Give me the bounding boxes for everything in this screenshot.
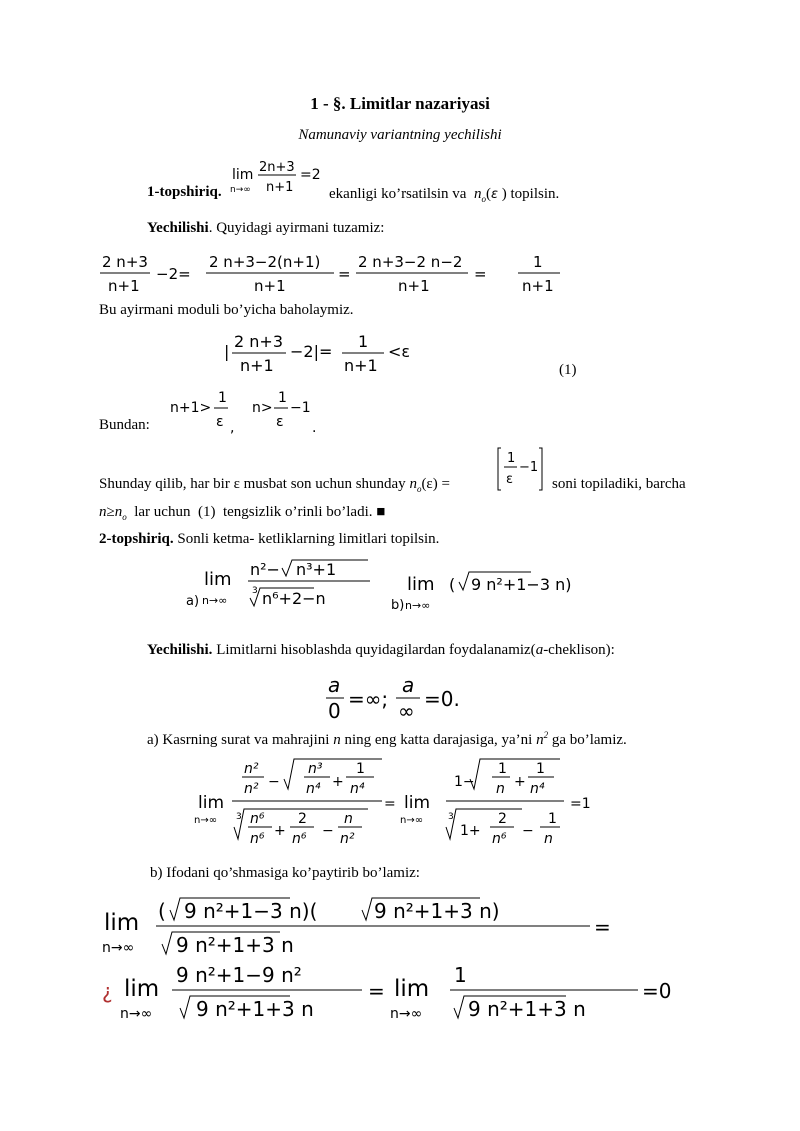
- svg-text:,: ,: [230, 420, 235, 436]
- svg-text:n+1: n+1: [240, 356, 274, 375]
- svg-text:−: −: [268, 774, 280, 790]
- svg-text:1: 1: [498, 761, 507, 777]
- svg-text:n→∞: n→∞: [102, 940, 135, 956]
- svg-text:lim: lim: [124, 976, 160, 1002]
- svg-text:a): a): [186, 594, 200, 609]
- svg-text:=: =: [594, 915, 611, 939]
- svg-text:lim: lim: [404, 793, 431, 813]
- svg-text:n→∞: n→∞: [400, 815, 424, 826]
- svg-text:n³+1: n³+1: [296, 560, 337, 579]
- solution-b-formula-2: [100, 962, 700, 1026]
- svg-text:−1: −1: [519, 460, 539, 475]
- solution1-inequality: [222, 328, 422, 378]
- no-formula: [497, 446, 549, 492]
- svg-text:n⁶: n⁶: [250, 831, 265, 847]
- svg-text:<ε: <ε: [388, 342, 411, 361]
- svg-text:n⁴: n⁴: [530, 781, 545, 797]
- solution-a-formula: [192, 755, 612, 855]
- shunday-line-c: $n\ge n_o$ lar uchun (1) tengsizlik o’rinli bo’ladi. ■: [99, 504, 386, 522]
- svg-text:n²: n²: [244, 761, 259, 777]
- svg-text:1: 1: [218, 390, 227, 406]
- svg-text:+: +: [332, 774, 344, 790]
- svg-text:1−: 1−: [454, 774, 475, 790]
- svg-text:n+1: n+1: [522, 277, 554, 295]
- shunday-line-a: Shunday qilib, har bir ε musbat son uchun shunday $n_o(\varepsilon)$ =: [99, 476, 450, 494]
- svg-text:n²: n²: [244, 781, 259, 797]
- svg-text:n⁶: n⁶: [250, 811, 265, 827]
- svg-text:ε: ε: [506, 472, 514, 487]
- svg-text:|: |: [224, 342, 230, 361]
- svg-text:n→∞: n→∞: [405, 599, 431, 612]
- svg-text:+: +: [514, 774, 526, 790]
- svg-text:ε: ε: [216, 414, 224, 430]
- svg-text:n+1: n+1: [398, 277, 430, 295]
- svg-text:(: (: [449, 575, 456, 594]
- svg-text:a: a: [402, 674, 415, 697]
- svg-text:2 n+3: 2 n+3: [234, 332, 283, 351]
- svg-text:−: −: [322, 823, 334, 839]
- task2-b-formula: [391, 568, 621, 614]
- svg-text:a: a: [328, 674, 341, 697]
- svg-text:=0.: =0.: [424, 687, 460, 711]
- svg-text:n²: n²: [340, 831, 355, 847]
- svg-text:n: n: [344, 811, 353, 827]
- svg-text:=: =: [368, 979, 385, 1003]
- shunday-line-b: soni topiladiki, barcha: [552, 476, 686, 492]
- svg-text:1: 1: [533, 253, 543, 271]
- svg-text:n→∞: n→∞: [230, 185, 251, 195]
- bundan-label: Bundan:: [99, 417, 150, 433]
- solution2-line-b: b) Ifodani qo’shmasiga ko’paytirib bo’lamiz:: [150, 865, 420, 881]
- svg-text:b): b): [391, 598, 405, 613]
- svg-text:n²−: n²−: [250, 560, 280, 579]
- svg-text:n: n: [496, 781, 505, 797]
- svg-text:1: 1: [536, 761, 545, 777]
- solution1-intro: Yechilishi. Quyidagi ayirmani tuzamiz:: [147, 220, 385, 236]
- solution2-line-a: a) Kasrning surat va mahrajini n ning eng katta darajasiga, ya’ni $n^2$ ga bo’lamiz.: [147, 730, 627, 748]
- svg-text:n→∞: n→∞: [390, 1006, 423, 1022]
- svg-text:2: 2: [298, 811, 307, 827]
- svg-text:lim: lim: [104, 910, 140, 936]
- task1-text: ekanligi ko’rsatilsin va $n_o(\varepsilon$ ) topilsin.: [329, 186, 560, 204]
- svg-text:1: 1: [278, 390, 287, 406]
- svg-text:.: .: [312, 420, 317, 436]
- svg-text:9 n²+1+3 n: 9 n²+1+3 n: [468, 997, 586, 1021]
- svg-text:lim: lim: [394, 976, 430, 1002]
- svg-text:n+1: n+1: [344, 356, 378, 375]
- svg-text:ε: ε: [276, 414, 284, 430]
- svg-text:9 n²+1−3 n)(: 9 n²+1−3 n)(: [184, 899, 318, 923]
- svg-text:n→∞: n→∞: [202, 594, 228, 607]
- svg-text:¿: ¿: [102, 979, 113, 1003]
- svg-text:n+1>: n+1>: [170, 400, 212, 416]
- svg-text:9 n²+1+3 n: 9 n²+1+3 n: [196, 997, 314, 1021]
- equation-number: (1): [559, 362, 577, 378]
- task2-line: 2-topshiriq. Sonli ketma- ketliklarning limitlari topilsin.: [99, 531, 440, 547]
- svg-text:1: 1: [548, 811, 557, 827]
- task1-label: 1-topshiriq.: [147, 184, 222, 200]
- solution1-equation: [98, 248, 578, 298]
- svg-text:n>: n>: [252, 400, 273, 416]
- svg-text:1: 1: [507, 451, 516, 466]
- svg-text:1: 1: [358, 332, 369, 351]
- svg-text:n: n: [544, 831, 553, 847]
- bundan-formula: [168, 388, 328, 436]
- solution2-intro: Yechilishi. Limitlarni hisoblashda quyidagilardan foydalanamiz(a-cheklison):: [147, 642, 615, 658]
- svg-text:n→∞: n→∞: [194, 815, 218, 826]
- svg-text:9 n²+1−9 n²: 9 n²+1−9 n²: [176, 963, 302, 987]
- svg-text:3: 3: [448, 812, 454, 822]
- svg-text:1: 1: [356, 761, 365, 777]
- page-subtitle: Namunaviy variantning yechilishi: [298, 127, 502, 143]
- svg-text:n+1: n+1: [254, 277, 286, 295]
- svg-text:n⁶: n⁶: [492, 831, 507, 847]
- svg-text:2n+3: 2n+3: [259, 160, 295, 175]
- svg-text:3: 3: [252, 586, 258, 596]
- page-title: 1 - §. Limitlar nazariyasi: [310, 94, 490, 113]
- svg-text:9 n²+1+3 n): 9 n²+1+3 n): [374, 899, 500, 923]
- solution1-line2: Bu ayirmani moduli bo’yicha baholaymiz.: [99, 302, 354, 318]
- svg-text:lim: lim: [198, 793, 225, 813]
- svg-text:1+: 1+: [460, 823, 481, 839]
- svg-text:−2|=: −2|=: [290, 342, 333, 361]
- svg-text:n⁴: n⁴: [306, 781, 321, 797]
- svg-text:2 n+3−2 n−2: 2 n+3−2 n−2: [358, 253, 463, 271]
- svg-text:∞: ∞: [398, 699, 415, 723]
- svg-text:n→∞: n→∞: [120, 1006, 153, 1022]
- svg-text:=2: =2: [300, 167, 321, 183]
- svg-text:−2=: −2=: [156, 265, 191, 283]
- svg-text:−: −: [522, 823, 534, 839]
- svg-text:=: =: [384, 796, 396, 812]
- solution-b-formula-1: [100, 890, 630, 960]
- svg-text:1: 1: [454, 963, 467, 987]
- svg-text:n³: n³: [308, 761, 323, 777]
- svg-text:n+1: n+1: [108, 277, 140, 295]
- svg-text:lim: lim: [232, 167, 254, 183]
- svg-text:9 n²+1+3 n: 9 n²+1+3 n: [176, 933, 294, 957]
- svg-text:n⁶: n⁶: [292, 831, 307, 847]
- svg-text:=1: =1: [570, 796, 591, 812]
- svg-text:=: =: [338, 265, 351, 283]
- svg-text:0: 0: [328, 699, 341, 723]
- svg-text:+: +: [274, 823, 286, 839]
- svg-text:2 n+3: 2 n+3: [102, 253, 148, 271]
- svg-text:lim: lim: [204, 569, 232, 590]
- svg-text:n⁴: n⁴: [350, 781, 365, 797]
- svg-text:=0: =0: [642, 979, 672, 1003]
- rule-formula: [322, 674, 482, 724]
- svg-text:=: =: [474, 265, 487, 283]
- task2-a-formula: [186, 554, 376, 614]
- svg-text:2 n+3−2(n+1): 2 n+3−2(n+1): [209, 253, 321, 271]
- svg-text:3: 3: [236, 812, 242, 822]
- svg-text:=∞;: =∞;: [348, 687, 389, 711]
- svg-text:9 n²+1−3 n): 9 n²+1−3 n): [471, 575, 572, 594]
- svg-text:lim: lim: [407, 574, 435, 595]
- svg-text:2: 2: [498, 811, 507, 827]
- svg-text:n⁶+2−n: n⁶+2−n: [262, 589, 326, 608]
- svg-text:n+1: n+1: [266, 180, 294, 195]
- svg-text:(: (: [158, 899, 166, 923]
- svg-text:−1: −1: [290, 400, 311, 416]
